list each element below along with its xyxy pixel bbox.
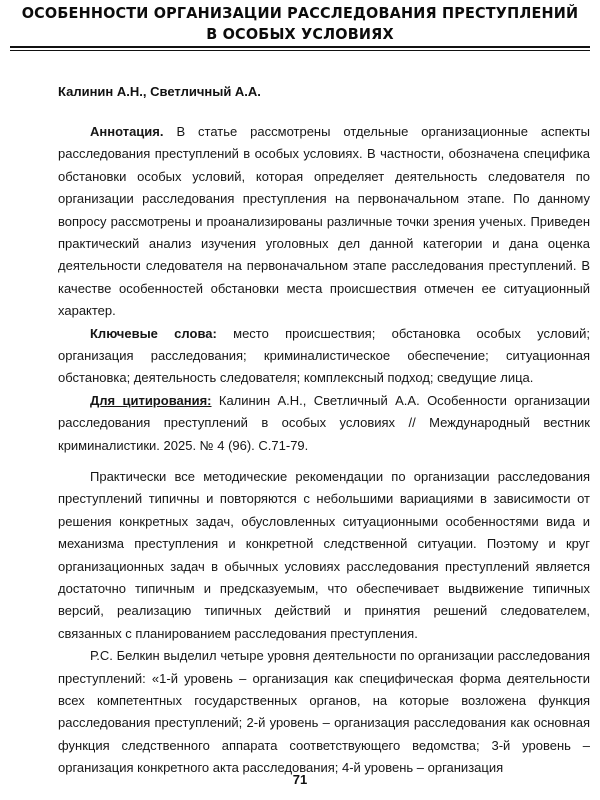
title-divider — [10, 46, 590, 51]
citation-label: Для цитирования: — [90, 392, 212, 408]
title-line-2: В ОСОБЫХ УСЛОВИЯХ — [206, 25, 394, 43]
abstract-section — [58, 121, 590, 457]
citation-paragraph — [58, 390, 590, 457]
article-body — [58, 466, 590, 780]
keywords-paragraph — [58, 323, 590, 390]
body-paragraph: Р.С. Белкин выделил четыре уровня деятельности по организации расследования преступлений: «1-й уровень – организация как специфическая форма деятельности всех компетентных государственных органов, на которые возложена функция расследования преступлений; 2-й уровень – организация расследования как основная функция следственного аппарата соответствующего ведомства; 3-й уровень – организация конкретного акта расследования; 4-й уровень – организация — [58, 648, 590, 776]
page-number: 71 — [292, 772, 308, 787]
authors: Калинин А.Н., Светличный А.А. — [58, 84, 261, 99]
keywords-label: Ключевые слова: — [90, 325, 217, 341]
body-paragraph: Практически все методические рекомендации по организации расследования преступлений типичны и повторяются с небольшими вариациями в зависимости от решения конкретных задач, обусловленных ситуационными особенностями вида и механизма преступления и конкретной следственной ситуации. Поэтому и круг организационных задач в обычных условиях расследования преступлений является достаточно типичным и предсказуемым, что обеспечивает выдвижение типичных версий, реализацию типичных действий и принятия решений следователем, связанных с планированием расследования преступления. — [58, 469, 590, 641]
citation-text: Калинин А.Н., Светличный А.А. Особенности организации расследования преступлений в особых условиях // Международный вестник криминалистики. 2025. № 4 (96). С.71-79. — [58, 392, 590, 453]
title-line-1: ОСОБЕННОСТИ ОРГАНИЗАЦИИ РАССЛЕДОВАНИЯ ПРЕСТУПЛЕНИЙ — [21, 4, 579, 22]
abstract-label: Аннотация. — [90, 124, 164, 139]
abstract-text: В статье рассмотрены отдельные организационные аспекты расследования преступлений в особых условиях. В частности, обозначена специфика обстановки особых условий, которая определяет деятельность следователя по организации расследования преступления на первоначальном этапе. По данному вопросу рассмотрены и проанализированы различные точки зрения ученых. Приведен практический анализ изучения уголовных дел данной категории и дана оценка деятельности следователя на первоначальном этапе расследования преступлений. В качестве особенностей обстановки места происшествия отмечен ее ситуационный характер. — [58, 124, 590, 319]
keywords-text: место происшествия; обстановка особых условий; организация расследования; криминалистическое обеспечение; ситуационная обстановка; деятельность следователя; комплексный подход; сведущие лица. — [58, 325, 590, 386]
abstract-paragraph — [58, 121, 590, 323]
article-title — [21, 0, 579, 45]
